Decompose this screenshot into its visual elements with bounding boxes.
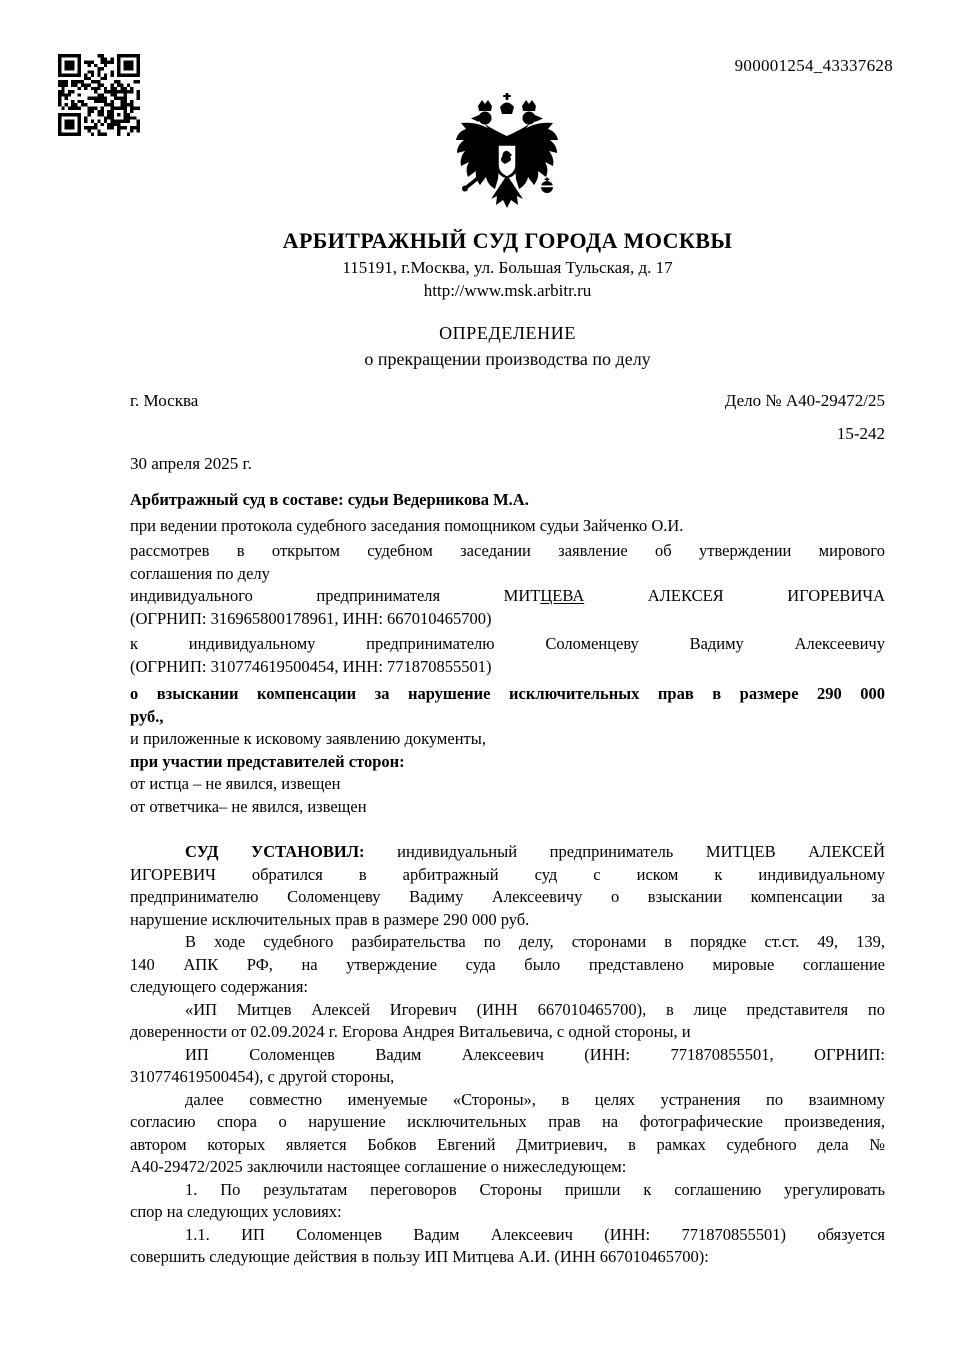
parties-heading-line: при участии представителей сторон:	[130, 751, 405, 771]
city-label: г. Москва	[130, 391, 199, 410]
case-code: 15-242	[836, 424, 885, 443]
established-line-18: 1.1. ИП Соломенцев Вадим Алексеевич (ИНН: 771870855501) обязуется	[185, 1224, 885, 1244]
established-line-2: ИГОРЕВИЧ обратился в арбитражный суд с иском к индивидуальному	[130, 864, 885, 884]
document-date: 30 апреля 2025 г.	[130, 454, 252, 473]
established-line-4: нарушение исключительных прав в размере 290 000 руб.	[130, 909, 530, 929]
established-line-10: ИП Соломенцев Вадим Алексеевич (ИНН: 771870855501, ОГРНИП:	[185, 1044, 885, 1064]
respondent-line: к индивидуальному предпринимателю Соломенцеву Вадиму Алексеевичу	[130, 634, 885, 653]
qr-code-icon	[58, 54, 140, 136]
meta-row	[130, 391, 885, 411]
claimant-ids-line: (ОГРНИП: 316965800178961, ИНН: 667010465700)	[130, 608, 492, 628]
established-line-16: 1. По результатам переговоров Стороны пришли к соглашению урегулировать	[185, 1179, 885, 1199]
established-line-11: 310774619500454), с другой стороны,	[130, 1067, 395, 1086]
claimant-name-prefix: индивидуального предпринимателя МИТ	[130, 586, 541, 605]
established-line-17: спор на следующих условиях:	[130, 1202, 342, 1221]
established-line-6: 140 АПК РФ, на утверждение суда было представлено мировые соглашение	[130, 954, 885, 974]
claim-subject-line-1: о взыскании компенсации за нарушение исключительных прав в размере 290 000	[130, 684, 885, 703]
established-line-15: А40-29472/2025 заключили настоящее соглашение о нижеследующем:	[130, 1157, 627, 1176]
established-line-13: согласию спора о нарушение исключительных прав на фотографические произведения,	[130, 1112, 885, 1131]
protocol-line: при ведении протокола судебного заседания помощником судьи Зайченко О.И.	[130, 515, 684, 535]
claimant-name-suffix: АЛЕКСЕЯ ИГОРЕВИЧА	[584, 586, 885, 605]
established-line-14: автором которых является Бобков Евгений Дмитриевич, в рамках судебного дела №	[130, 1134, 885, 1154]
document-subtitle: о прекращении производства по делу	[364, 349, 651, 369]
qr-code-pattern	[58, 54, 140, 136]
established-line-7: следующего содержания:	[130, 977, 309, 996]
established-line-19: совершить следующие действия в пользу ИП Митцева А.И. (ИНН 667010465700):	[130, 1247, 709, 1266]
claim-subject-line-2: руб.,	[130, 706, 164, 726]
russia-coat-of-arms-icon	[451, 93, 563, 217]
attachments-line: и приложенные к исковому заявлению документы,	[130, 729, 486, 748]
established-line-12: далее совместно именуемые «Стороны», в целях устранения по взаимному	[185, 1089, 885, 1109]
document-body	[130, 489, 885, 1269]
document-title: ОПРЕДЕЛЕНИЕ	[439, 323, 576, 343]
case-number: Дело № А40-29472/25	[724, 391, 885, 410]
claimant-presence-line: от истца – не явился, извещен	[130, 774, 341, 793]
court-name: АРБИТРАЖНЫЙ СУД ГОРОДА МОСКВЫ	[282, 228, 733, 253]
claimant-name-underlined: ЦЕВА	[540, 586, 585, 605]
court-address: 115191, г.Москва, ул. Большая Тульская, д. 17	[342, 258, 673, 277]
claimant-name-line	[130, 585, 885, 608]
established-line-3: предпринимателю Соломенцеву Вадиму Алексеевичу о взыскании компенсации за	[130, 887, 885, 906]
established-line-1-rest: индивидуальный предприниматель МИТЦЕВ АЛЕКСЕЙ	[364, 842, 885, 861]
court-composition-line: Арбитражный суд в составе: судьи Ведерникова М.А.	[130, 490, 529, 509]
document-number: 900001254_43337628	[734, 56, 893, 75]
considered-line-1: рассмотрев в открытом судебном заседании заявление об утверждении мирового	[130, 541, 885, 560]
document-title-block	[130, 321, 885, 372]
established-line-5: В ходе судебного разбирательства по делу, сторонами в порядке ст.ст. 49, 139,	[185, 932, 885, 951]
respondent-ids-line: (ОГРНИП: 310774619500454, ИНН: 771870855501)	[130, 656, 492, 676]
court-website: http://www.msk.arbitr.ru	[423, 281, 592, 300]
established-line-9: доверенности от 02.09.2024 г. Егорова Андрея Витальевича, с одной стороны, и	[130, 1022, 691, 1041]
established-line-1	[130, 841, 885, 864]
court-header	[130, 228, 885, 302]
established-line-8: «ИП Митцев Алексей Игоревич (ИНН 667010465700), в лице представителя по	[185, 999, 885, 1019]
respondent-presence-line: от ответчика– не явился, извещен	[130, 796, 367, 816]
established-label: СУД УСТАНОВИЛ:	[185, 842, 365, 861]
established-section	[130, 841, 885, 1269]
considered-line-2: соглашения по делу	[130, 563, 270, 583]
